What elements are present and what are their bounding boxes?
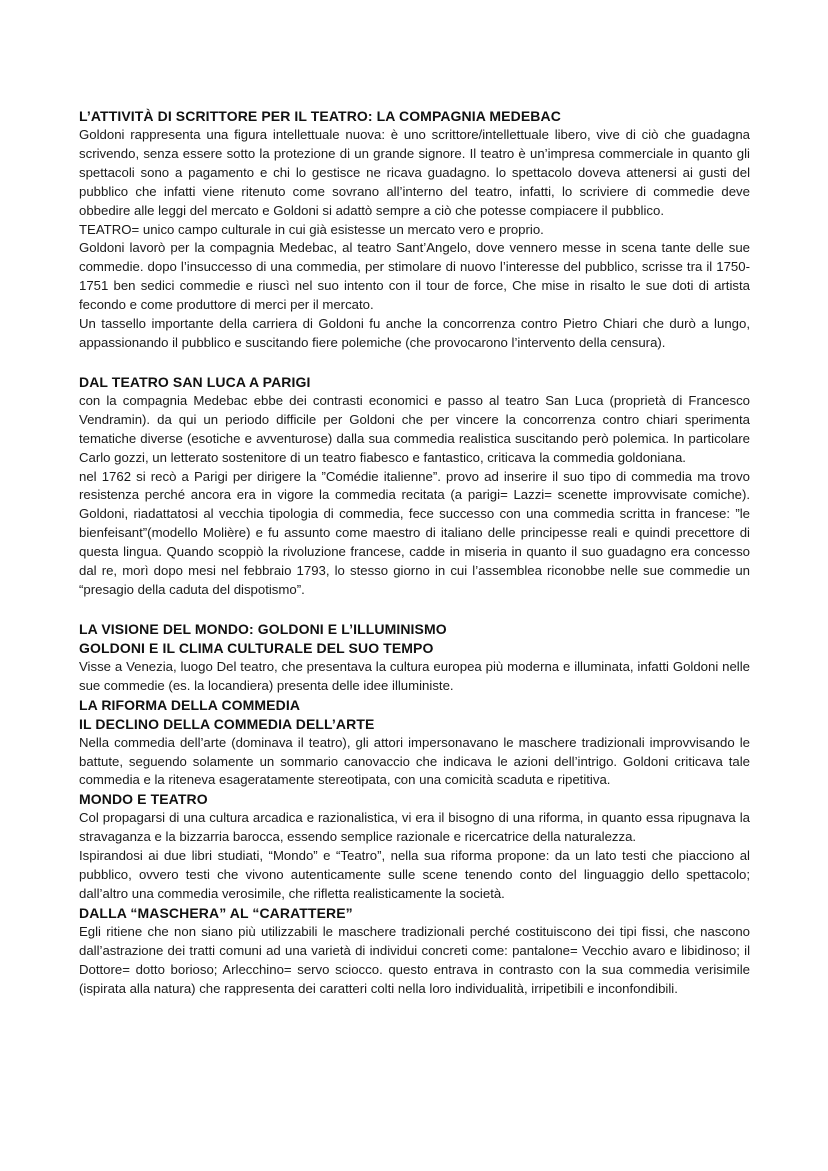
subsection-heading-declino: IL DECLINO DELLA COMMEDIA DELL’ARTE: [79, 715, 375, 732]
paragraph: Un tassello importante della carriera di Goldoni fu anche la concorrenza contro Pietro Chiari che durò a lungo, appassionando il pubblico e suscitando fiere polemiche (che provocarono l’intervento della censura).: [79, 316, 750, 350]
section-heading-riforma: LA RIFORMA DELLA COMMEDIA: [79, 696, 301, 713]
paragraph: con la compagnia Medebac ebbe dei contrasti economici e passo al teatro San Luca (proprietà di Francesco Vendramin). da qui un periodo difficile per Goldoni che per vincere la concorrenza contro chiari sperimenta tematiche diverse (esotiche e avventurose) dalla sua commedia realistica suscitando però polemica. In particolare Carlo gozzi, un letterato sostenitore di un teatro fiabesco e fantastico, criticava la commedia goldoniana.: [79, 392, 750, 465]
paragraph: Col propagarsi di una cultura arcadica e razionalistica, vi era il bisogno di una riforma, in quanto essa ripugnava la stravaganza e la bizzarria barocca, essendo semplice razionale e ricercatrice della naturalezza.: [79, 810, 750, 845]
paragraph: Goldoni lavorò per la compagnia Medebac, al teatro Sant’Angelo, dove vennero messe in scena tante delle sue commedie. dopo l’insuccesso di una commedia, per stimolare di nuovo l’interesse del pubblico, scrisse tra il 1750- 1751 ben sedici commedie e riuscì nel suo intento con il tour de force, Che mise in risalto le sue doti di artista fecondo e come produttore di merci per il mercato.: [79, 240, 750, 313]
paragraph: Goldoni rappresenta una figura intellettuale nuova: è uno scrittore/intellettuale libero, vive di ciò che guadagna scrivendo, senza essere sotto la protezione di un grande signore. Il teatro è un’impresa commerciale in quanto gli spettacoli sono a pagamento e chi lo gestisce ne ricava guadagno. lo spettacolo doveva attenersi ai gusti del pubblico che infatti viene ritenuto come sovrano all’interno del teatro, infatti, lo scriviere di commedie deve obbedire alle leggi del mercato e Goldoni si adattò sempre a ciò che potesse compiacere il pubblico.: [79, 127, 750, 218]
paragraph: Nella commedia dell’arte (dominava il teatro), gli attori impersonavano le maschere tradizionali improvvisando le battute, seguendo solamente un sommario canovaccio che indicava le azioni dell’intrigo. Goldoni criticava tale commedia e la riteneva esageratamente stereotipata, con una comicità scaduta e ripetitiva.: [79, 734, 750, 788]
section-heading-maschera-carattere: DALLA “MASCHERA” AL “CARATTERE”: [79, 904, 353, 921]
paragraph: Egli ritiene che non siano più utilizzabili le maschere tradizionali perché costituiscono dei tipi fissi, che nascono dall’astrazione dei tratti comuni ad una varietà di individui concreti come: pantalone= Vecchio avaro e libidinoso; il Dottore= dotto borioso; Arlecchino= servo sciocco. questo entrava in contrasto con la sua commedia verisimile (ispirata alla natura) che rappresenta dei caratteri colti nella loro individualità, irripetibili e inconfondibili.: [79, 923, 750, 996]
document-page: [79, 107, 750, 999]
paragraph: Visse a Venezia, luogo Del teatro, che presentava la cultura europea più moderna e illuminata, infatti Goldoni nelle sue commedie (es. la locandiera) presenta delle idee illuministe.: [79, 658, 750, 693]
subsection-heading-clima-culturale: GOLDONI E IL CLIMA CULTURALE DEL SUO TEMPO: [79, 639, 434, 656]
section-heading-mondo-teatro: MONDO E TEATRO: [79, 791, 208, 808]
paragraph: nel 1762 si recò a Parigi per dirigere la ”Comédie italienne”. provo ad inserire il suo tipo di commedia ma trovo resistenza perché ancora era in vigore la commedia recitata (a parigi= Lazzi= scenette improvvisate comiche). Goldoni, riadattatosi al vecchia tipologia di commedia, fece successo con una commedia scritta in francese: ”le bienfeisant”(modello Molière) e fu assunto come maestro di italiano delle principesse reali e quindi precettore di questa lingua. Quando scoppiò la rivoluzione francese, cadde in miseria in quanto il suo guadagno era concesso dal re, morì dopo mesi nel febbraio 1793, lo stesso giorno in cui l’assemblea riconobbe nelle sue commedie un “presagio della caduta del dispotismo”.: [79, 468, 750, 597]
section-heading-san-luca: DAL TEATRO SAN LUCA A PARIGI: [79, 373, 311, 390]
paragraph: TEATRO= unico campo culturale in cui già esistesse un mercato vero e proprio.: [79, 221, 544, 237]
section-heading-illuminismo: LA VISIONE DEL MONDO: GOLDONI E L’ILLUMINISMO: [79, 620, 447, 637]
paragraph: Ispirandosi ai due libri studiati, “Mondo” e “Teatro”, nella sua riforma propone: da un lato testi che piacciono al pubblico, ovvero testi che vivono autenticamente sulle scene tenendo conto del linguaggio dello spettacolo; dall’altro una commedia verosimile, che rifletta realisticamente la società.: [79, 848, 750, 901]
section-heading-medebac: L’ATTIVITÀ DI SCRITTORE PER IL TEATRO: LA COMPAGNIA MEDEBAC: [79, 108, 561, 124]
